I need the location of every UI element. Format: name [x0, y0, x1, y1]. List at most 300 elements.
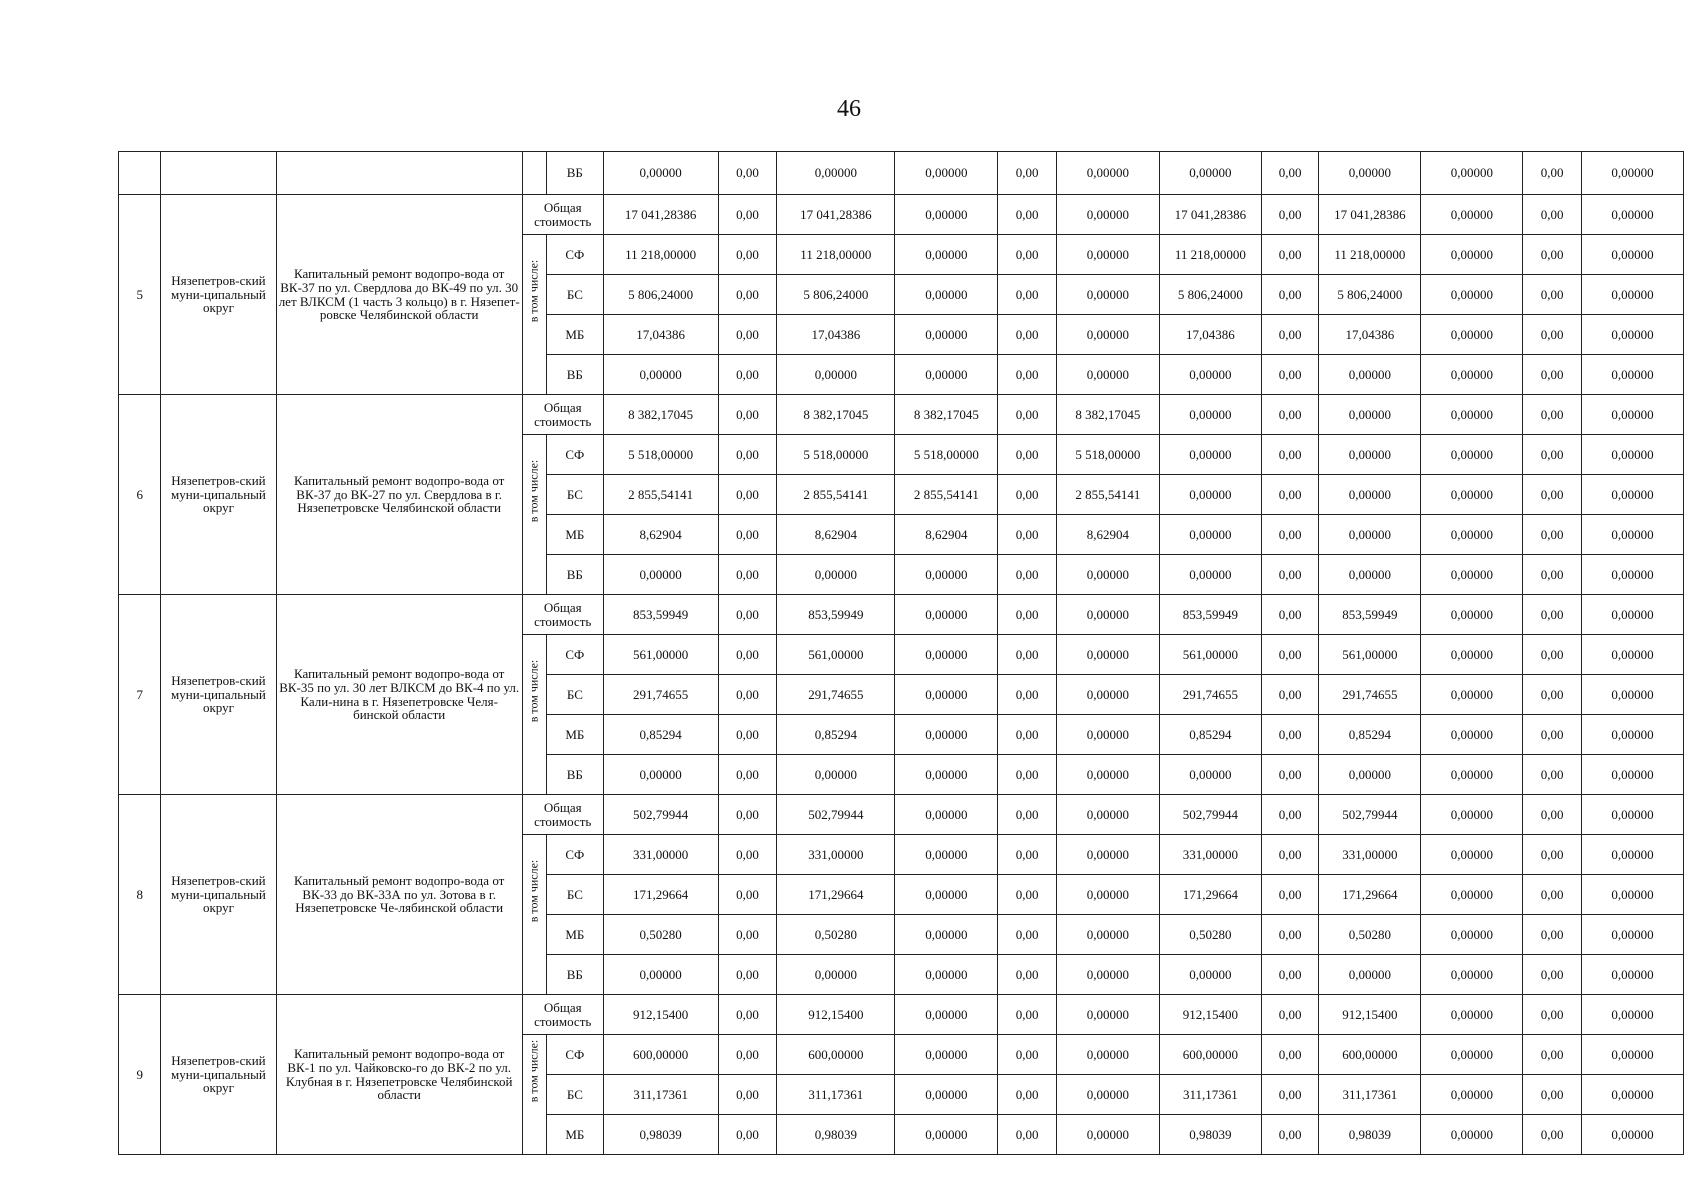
value-cell: 0,85294 [603, 715, 718, 755]
project-description: Капитальный ремонт водопро-вода от ВК-37 до ВК-27 по ул. Свердлова в г. Нязепетровске Челябинской области [276, 395, 522, 595]
value-cell: 0,00000 [603, 555, 718, 595]
value-cell: 171,29664 [777, 875, 895, 915]
value-cell: 0,00 [718, 595, 777, 635]
value-cell: 5 518,00000 [1056, 435, 1159, 475]
value-cell: 502,79944 [1319, 795, 1421, 835]
value-cell: 912,15400 [1159, 995, 1261, 1035]
value-cell: 0,00 [1523, 515, 1582, 555]
value-cell: 0,00 [998, 195, 1057, 235]
value-cell: 0,00000 [1319, 475, 1421, 515]
value-cell: 0,00000 [1159, 355, 1261, 395]
value-cell: 0,00000 [1421, 995, 1523, 1035]
table-row [119, 395, 1684, 435]
value-cell: 0,00 [998, 875, 1057, 915]
row-number: 9 [119, 995, 161, 1155]
value-cell: 0,00 [998, 475, 1057, 515]
value-cell: 0,00 [1261, 1115, 1319, 1155]
value-cell: 0,00 [1261, 995, 1319, 1035]
value-cell: 0,00 [1261, 875, 1319, 915]
value-cell: 0,50280 [777, 915, 895, 955]
value-cell: 561,00000 [1319, 635, 1421, 675]
value-cell: 0,00000 [1056, 795, 1159, 835]
value-cell: 0,00 [1261, 515, 1319, 555]
value-cell: 0,00000 [1421, 795, 1523, 835]
value-cell: 0,00000 [1421, 355, 1523, 395]
value-cell: 0,00 [998, 835, 1057, 875]
including-label-cell [522, 435, 546, 595]
value-cell: 0,00000 [895, 755, 998, 795]
value-cell: 8,62904 [895, 515, 998, 555]
value-cell: 0,00 [1261, 395, 1319, 435]
value-cell: 0,00000 [895, 835, 998, 875]
value-cell: 0,00000 [895, 635, 998, 675]
value-cell: 0,00 [1261, 795, 1319, 835]
value-cell: 0,00000 [603, 955, 718, 995]
value-cell: 0,00 [998, 635, 1057, 675]
value-cell: 853,59949 [603, 595, 718, 635]
value-cell: 0,00000 [1319, 755, 1421, 795]
value-cell: 0,00 [1523, 635, 1582, 675]
value-cell: 0,00 [998, 675, 1057, 715]
value-cell: 5 806,24000 [1319, 275, 1421, 315]
value-cell: 0,00000 [895, 875, 998, 915]
value-cell: 0,00000 [1056, 915, 1159, 955]
value-cell: 0,00000 [1056, 1075, 1159, 1115]
value-cell: 0,00000 [1581, 475, 1683, 515]
value-cell: 0,00000 [1056, 995, 1159, 1035]
value-cell: 0,00 [998, 315, 1057, 355]
value-cell: 11 218,00000 [777, 235, 895, 275]
value-cell: 0,00 [998, 915, 1057, 955]
value-cell: 0,00000 [1581, 755, 1683, 795]
funding-source: СФ [547, 435, 604, 475]
value-cell: 171,29664 [603, 875, 718, 915]
value-cell: 0,00 [718, 395, 777, 435]
value-cell: 0,00000 [1319, 435, 1421, 475]
value-cell: 5 806,24000 [1159, 275, 1261, 315]
value-cell: 0,00000 [895, 795, 998, 835]
value-cell: 912,15400 [777, 995, 895, 1035]
funding-source: МБ [547, 1115, 604, 1155]
including-label-cell [522, 235, 546, 395]
value-cell: 0,00 [718, 1075, 777, 1115]
value-cell: 2 855,54141 [895, 475, 998, 515]
value-cell: 0,00000 [1319, 515, 1421, 555]
value-cell: 0,00 [1523, 715, 1582, 755]
value-cell: 0,50280 [603, 915, 718, 955]
num-cell [119, 152, 161, 195]
funding-source: БС [547, 475, 604, 515]
value-cell: 0,00 [718, 915, 777, 955]
value-cell: 2 855,54141 [1056, 475, 1159, 515]
value-cell: 0,00 [718, 875, 777, 915]
value-cell: 331,00000 [603, 835, 718, 875]
value-cell: 0,00 [1261, 755, 1319, 795]
value-cell: 0,00000 [1581, 715, 1683, 755]
value-cell: 0,00000 [895, 675, 998, 715]
value-cell: 11 218,00000 [1319, 235, 1421, 275]
value-cell: 0,00 [1523, 435, 1582, 475]
value-cell: 0,00000 [1421, 635, 1523, 675]
value-cell: 0,00000 [1581, 675, 1683, 715]
funding-source: ВБ [547, 555, 604, 595]
value-cell: 0,00000 [895, 715, 998, 755]
value-cell: 0,00000 [603, 355, 718, 395]
value-cell: 291,74655 [777, 675, 895, 715]
value-cell: 331,00000 [777, 835, 895, 875]
value-cell: 0,00000 [895, 275, 998, 315]
value-cell: 291,74655 [603, 675, 718, 715]
value-cell: 311,17361 [603, 1075, 718, 1115]
value-cell: 0,00 [1523, 755, 1582, 795]
value-cell: 0,00 [1261, 635, 1319, 675]
value-cell: 0,00000 [1319, 395, 1421, 435]
value-cell: 0,00000 [1421, 152, 1523, 195]
value-cell: 0,00 [1261, 715, 1319, 755]
funding-source: БС [547, 875, 604, 915]
value-cell: 853,59949 [1319, 595, 1421, 635]
value-cell: 0,00 [1523, 595, 1582, 635]
value-cell: 11 218,00000 [1159, 235, 1261, 275]
value-cell: 0,00000 [1581, 955, 1683, 995]
value-cell: 0,00 [998, 235, 1057, 275]
value-cell: 0,00 [718, 1115, 777, 1155]
value-cell: 0,00000 [1581, 515, 1683, 555]
value-cell: 0,00000 [1159, 555, 1261, 595]
funding-source: ВБ [547, 755, 604, 795]
value-cell: 0,00 [1523, 795, 1582, 835]
value-cell: 561,00000 [1159, 635, 1261, 675]
value-cell: 0,00000 [1581, 995, 1683, 1035]
value-cell: 0,00000 [895, 355, 998, 395]
value-cell: 291,74655 [1159, 675, 1261, 715]
project-description: Капитальный ремонт водопро-вода от ВК-33 до ВК-33А по ул. Зотова в г. Нязепетровске Че-лябинской области [276, 795, 522, 995]
value-cell: 0,00 [1523, 152, 1582, 195]
value-cell: 0,00000 [1581, 555, 1683, 595]
value-cell: 0,00000 [1056, 1115, 1159, 1155]
value-cell: 0,00 [998, 555, 1057, 595]
value-cell: 0,00 [718, 435, 777, 475]
value-cell: 0,00 [1523, 1035, 1582, 1075]
value-cell: 0,00 [1523, 675, 1582, 715]
value-cell: 0,00 [998, 715, 1057, 755]
value-cell: 0,98039 [777, 1115, 895, 1155]
table-row [119, 995, 1684, 1035]
value-cell: 0,00 [1261, 555, 1319, 595]
value-cell: 0,00000 [1421, 675, 1523, 715]
value-cell: 0,98039 [603, 1115, 718, 1155]
project-description: Капитальный ремонт водопро-вода от ВК-37 по ул. Свердлова до ВК-49 по ул. 30 лет ВЛКСМ (1 часть 3 кольцо) в г. Нязепет-ровске Челябинской области [276, 195, 522, 395]
value-cell: 0,00 [998, 595, 1057, 635]
value-cell: 0,00000 [895, 1075, 998, 1115]
description-cell [276, 152, 522, 195]
value-cell: 0,00000 [1056, 715, 1159, 755]
value-cell: 0,98039 [1319, 1115, 1421, 1155]
row-number: 5 [119, 195, 161, 395]
value-cell: 0,00000 [1319, 152, 1421, 195]
value-cell: 0,00000 [895, 555, 998, 595]
value-cell: 0,00000 [895, 955, 998, 995]
value-cell: 0,00 [718, 635, 777, 675]
value-cell: 17,04386 [603, 315, 718, 355]
value-cell: 0,00 [1523, 915, 1582, 955]
value-cell: 171,29664 [1159, 875, 1261, 915]
value-cell: 0,00000 [895, 915, 998, 955]
value-cell: 0,00000 [1581, 835, 1683, 875]
value-cell: 0,00000 [1421, 1035, 1523, 1075]
value-cell: 2 855,54141 [603, 475, 718, 515]
value-cell: 11 218,00000 [603, 235, 718, 275]
value-cell: 8 382,17045 [777, 395, 895, 435]
value-cell: 0,50280 [1159, 915, 1261, 955]
value-cell: 0,00 [998, 515, 1057, 555]
value-cell: 0,00 [998, 152, 1057, 195]
value-cell: 5 806,24000 [777, 275, 895, 315]
value-cell: 0,00 [998, 955, 1057, 995]
district-name: Нязепетров-ский муни-ципальный округ [161, 995, 276, 1155]
value-cell: 0,00 [998, 795, 1057, 835]
value-cell: 0,00 [1523, 235, 1582, 275]
value-cell: 0,00 [1261, 955, 1319, 995]
value-cell: 0,00 [1261, 355, 1319, 395]
value-cell: 0,00 [1523, 395, 1582, 435]
including-label: в том числе: [527, 859, 542, 923]
including-label-cell [522, 635, 546, 795]
value-cell: 311,17361 [777, 1075, 895, 1115]
value-cell: 0,00 [1523, 315, 1582, 355]
value-cell: 0,00000 [1581, 195, 1683, 235]
value-cell: 0,00 [718, 755, 777, 795]
value-cell: 0,00 [1261, 915, 1319, 955]
value-cell: 0,00 [998, 995, 1057, 1035]
value-cell: 0,00000 [1421, 875, 1523, 915]
value-cell: 8,62904 [603, 515, 718, 555]
value-cell: 0,00000 [1581, 1035, 1683, 1075]
including-label: в том числе: [527, 659, 542, 723]
value-cell: 0,00000 [1581, 152, 1683, 195]
value-cell: 0,00000 [777, 755, 895, 795]
value-cell: 311,17361 [1159, 1075, 1261, 1115]
value-cell: 0,00000 [1056, 955, 1159, 995]
value-cell: 0,00000 [1056, 275, 1159, 315]
table-row [119, 595, 1684, 635]
value-cell: 0,00000 [1421, 435, 1523, 475]
value-cell: 561,00000 [603, 635, 718, 675]
value-cell: 0,00000 [1056, 755, 1159, 795]
value-cell: 0,00 [998, 755, 1057, 795]
value-cell: 0,00 [1261, 595, 1319, 635]
value-cell: 0,00000 [1421, 235, 1523, 275]
funding-source: ВБ [547, 955, 604, 995]
value-cell: 0,00000 [1421, 195, 1523, 235]
value-cell: 2 855,54141 [777, 475, 895, 515]
value-cell: 0,00000 [1581, 275, 1683, 315]
funding-source: СФ [547, 1035, 604, 1075]
funding-source: МБ [547, 715, 604, 755]
table-body [119, 152, 1684, 1155]
value-cell: 5 518,00000 [895, 435, 998, 475]
value-cell: 0,00 [1523, 355, 1582, 395]
value-cell: 0,50280 [1319, 915, 1421, 955]
value-cell: 0,00000 [1319, 955, 1421, 995]
value-cell: 5 518,00000 [603, 435, 718, 475]
value-cell: 0,00000 [1056, 315, 1159, 355]
value-cell: 8 382,17045 [603, 395, 718, 435]
value-cell: 0,00000 [1581, 1115, 1683, 1155]
value-cell: 0,00 [1261, 675, 1319, 715]
funding-source: СФ [547, 235, 604, 275]
row-number: 8 [119, 795, 161, 995]
value-cell: 0,00 [998, 435, 1057, 475]
value-cell: 0,00000 [1159, 475, 1261, 515]
value-cell: 0,00000 [1421, 715, 1523, 755]
value-cell: 291,74655 [1319, 675, 1421, 715]
value-cell: 912,15400 [603, 995, 718, 1035]
value-cell: 0,00000 [1056, 355, 1159, 395]
value-cell: 0,00 [1523, 555, 1582, 595]
value-cell: 0,00 [1261, 835, 1319, 875]
value-cell: 0,00000 [1056, 235, 1159, 275]
value-cell: 0,00000 [895, 195, 998, 235]
value-cell: 0,00000 [1056, 555, 1159, 595]
value-cell: 0,00000 [1056, 635, 1159, 675]
table-row [119, 195, 1684, 235]
district-cell [161, 152, 276, 195]
value-cell: 853,59949 [777, 595, 895, 635]
funding-source: ВБ [547, 355, 604, 395]
value-cell: 0,00 [718, 835, 777, 875]
value-cell: 0,00 [1261, 435, 1319, 475]
value-cell: 0,00000 [1056, 195, 1159, 235]
value-cell: 0,00 [1261, 235, 1319, 275]
value-cell: 502,79944 [603, 795, 718, 835]
value-cell: 8 382,17045 [1056, 395, 1159, 435]
value-cell: 0,00000 [1421, 595, 1523, 635]
value-cell: 0,00000 [777, 152, 895, 195]
value-cell: 600,00000 [1159, 1035, 1261, 1075]
value-cell: 0,00000 [1159, 955, 1261, 995]
value-cell: 0,00 [718, 955, 777, 995]
value-cell: 0,00000 [895, 995, 998, 1035]
value-cell: 0,00 [998, 275, 1057, 315]
value-cell: 0,00000 [1581, 1075, 1683, 1115]
value-cell: 0,00 [718, 1035, 777, 1075]
value-cell: 0,00 [1523, 1075, 1582, 1115]
value-cell: 0,00 [1261, 1035, 1319, 1075]
value-cell: 0,00000 [1421, 1115, 1523, 1155]
total-cost-label: Общая стоимость [522, 195, 603, 235]
budget-table [118, 151, 1684, 1155]
value-cell: 0,00 [1523, 955, 1582, 995]
value-cell: 0,00 [1523, 1115, 1582, 1155]
value-cell: 0,00000 [1159, 515, 1261, 555]
funding-source: БС [547, 1075, 604, 1115]
value-cell: 17,04386 [1319, 315, 1421, 355]
district-name: Нязепетров-ский муни-ципальный округ [161, 195, 276, 395]
value-cell: 0,00 [998, 395, 1057, 435]
value-cell: 0,00 [998, 1115, 1057, 1155]
value-cell: 5 806,24000 [603, 275, 718, 315]
value-cell: 0,00000 [1056, 152, 1159, 195]
value-cell: 0,00000 [1056, 1035, 1159, 1075]
funding-source: СФ [547, 635, 604, 675]
value-cell: 0,00 [1261, 195, 1319, 235]
value-cell: 0,00 [1523, 195, 1582, 235]
value-cell: 0,00000 [1581, 635, 1683, 675]
value-cell: 0,00 [718, 275, 777, 315]
value-cell: 17,04386 [1159, 315, 1261, 355]
value-cell: 8,62904 [1056, 515, 1159, 555]
district-name: Нязепетров-ский муни-ципальный округ [161, 795, 276, 995]
value-cell: 17 041,28386 [1159, 195, 1261, 235]
including-label: в том числе: [527, 459, 542, 523]
value-cell: 17,04386 [777, 315, 895, 355]
value-cell: 0,00000 [603, 755, 718, 795]
value-cell: 171,29664 [1319, 875, 1421, 915]
including-label-cell [522, 1035, 546, 1155]
total-cost-label: Общая стоимость [522, 795, 603, 835]
value-cell: 0,00000 [603, 152, 718, 195]
value-cell: 8 382,17045 [895, 395, 998, 435]
value-cell: 8,62904 [777, 515, 895, 555]
value-cell: 0,00 [718, 675, 777, 715]
funding-source: СФ [547, 835, 604, 875]
value-cell: 853,59949 [1159, 595, 1261, 635]
value-cell: 0,00000 [1421, 755, 1523, 795]
value-cell: 0,00 [718, 315, 777, 355]
value-cell: 17 041,28386 [777, 195, 895, 235]
value-cell: 331,00000 [1319, 835, 1421, 875]
value-cell: 0,00000 [1421, 395, 1523, 435]
value-cell: 600,00000 [777, 1035, 895, 1075]
value-cell: 0,00000 [895, 1035, 998, 1075]
value-cell: 0,00000 [1581, 395, 1683, 435]
value-cell: 0,00000 [1056, 835, 1159, 875]
value-cell: 0,98039 [1159, 1115, 1261, 1155]
value-cell: 502,79944 [1159, 795, 1261, 835]
value-cell: 0,00000 [1159, 435, 1261, 475]
value-cell: 0,00 [1523, 835, 1582, 875]
value-cell: 0,00 [1523, 995, 1582, 1035]
table-row [119, 795, 1684, 835]
value-cell: 0,00000 [1581, 915, 1683, 955]
value-cell: 0,00 [998, 1035, 1057, 1075]
value-cell: 0,00 [998, 355, 1057, 395]
value-cell: 0,00000 [1581, 235, 1683, 275]
funding-source: БС [547, 675, 604, 715]
value-cell: 0,00 [718, 515, 777, 555]
row-number: 6 [119, 395, 161, 595]
value-cell: 0,00000 [895, 235, 998, 275]
funding-source: МБ [547, 315, 604, 355]
value-cell: 0,00000 [1581, 435, 1683, 475]
total-cost-label: Общая стоимость [522, 395, 603, 435]
source-cell: ВБ [547, 152, 604, 195]
value-cell: 0,00000 [895, 152, 998, 195]
value-cell: 912,15400 [1319, 995, 1421, 1035]
vertical-cell [522, 152, 546, 195]
value-cell: 331,00000 [1159, 835, 1261, 875]
project-description: Капитальный ремонт водопро-вода от ВК-1 по ул. Чайковско-го до ВК-2 по ул. Клубная в г. Нязепетровске Челябинской области [276, 995, 522, 1155]
funding-source: МБ [547, 515, 604, 555]
value-cell: 0,00000 [1056, 675, 1159, 715]
value-cell: 0,00 [718, 235, 777, 275]
including-label: в том числе: [527, 1039, 542, 1103]
value-cell: 0,00 [718, 475, 777, 515]
row-number: 7 [119, 595, 161, 795]
value-cell: 0,00000 [1319, 355, 1421, 395]
value-cell: 0,00 [1523, 875, 1582, 915]
